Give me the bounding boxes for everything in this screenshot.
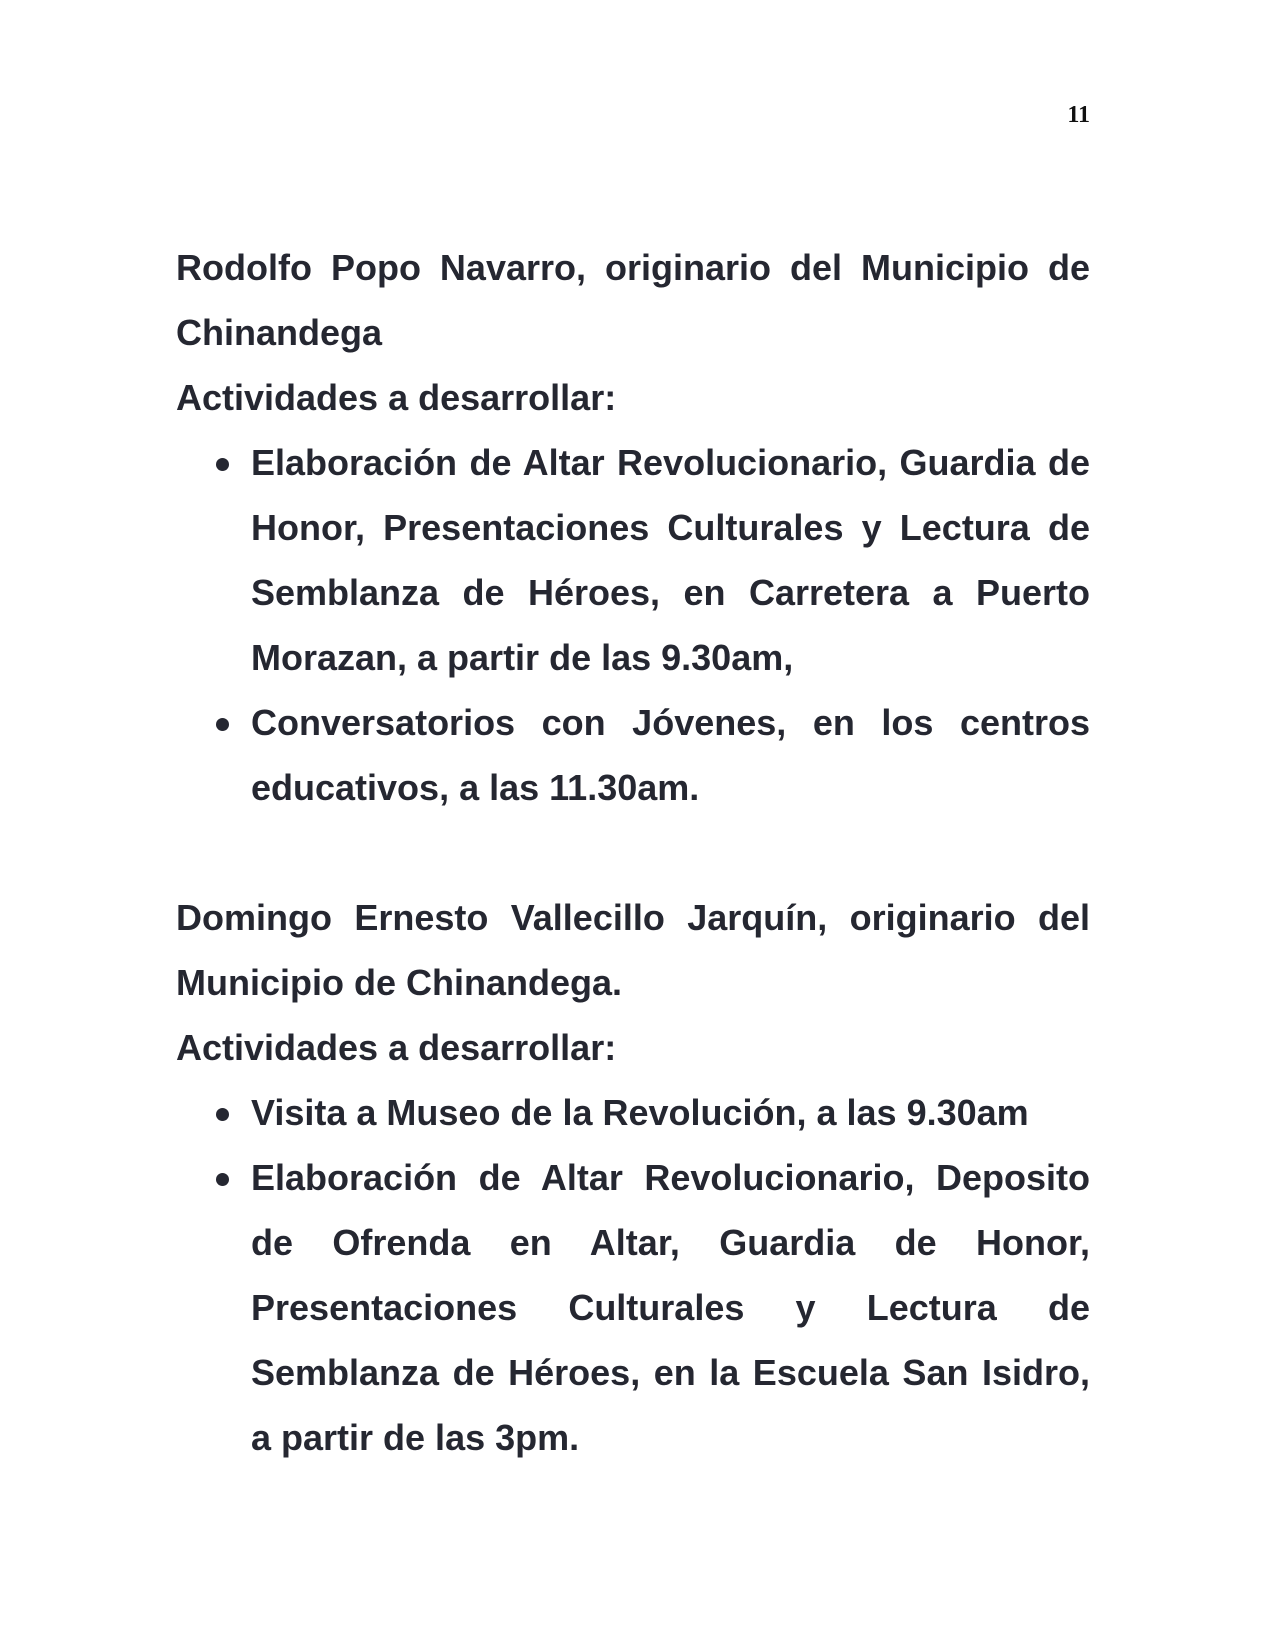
bullet-icon: [216, 1173, 229, 1186]
activities-label: Actividades a desarrollar:: [176, 1027, 617, 1068]
person-heading: Domingo Ernesto Vallecillo Jarquín, originario del Municipio de Chinandega.: [176, 897, 1090, 1003]
list-item: [176, 690, 1090, 820]
page-content: [176, 235, 1090, 1470]
bullet-icon: [216, 1108, 229, 1121]
list-item-text: Visita a Museo de la Revolución, a las 9.30am: [251, 1092, 1029, 1133]
bullet-icon: [216, 458, 229, 471]
page-number: 11: [1067, 102, 1090, 128]
list-item: [176, 1145, 1090, 1470]
list-item-text: Conversatorios con Jóvenes, en los centros educativos, a las 11.30am.: [251, 702, 1090, 808]
activities-label: Actividades a desarrollar:: [176, 377, 617, 418]
list-item-text: Elaboración de Altar Revolucionario, Deposito de Ofrenda en Altar, Guardia de Honor, Presentaciones Culturales y Lectura de Semblanza de Héroes, en la Escuela San Isidro, a partir de las 3pm.: [251, 1157, 1090, 1458]
list-item-text: Elaboración de Altar Revolucionario, Guardia de Honor, Presentaciones Culturales y Lectura de Semblanza de Héroes, en Carretera a Puerto Morazan, a partir de las 9.30am,: [251, 442, 1090, 678]
activities-list: [176, 430, 1090, 820]
person-heading: Rodolfo Popo Navarro, originario del Municipio de Chinandega: [176, 247, 1090, 353]
list-item: [176, 1080, 1090, 1145]
list-item: [176, 430, 1090, 690]
section-rodolfo-popo-navarro: [176, 235, 1090, 820]
section-domingo-ernesto-vallecillo: [176, 885, 1090, 1470]
bullet-icon: [216, 718, 229, 731]
activities-list: [176, 1080, 1090, 1470]
